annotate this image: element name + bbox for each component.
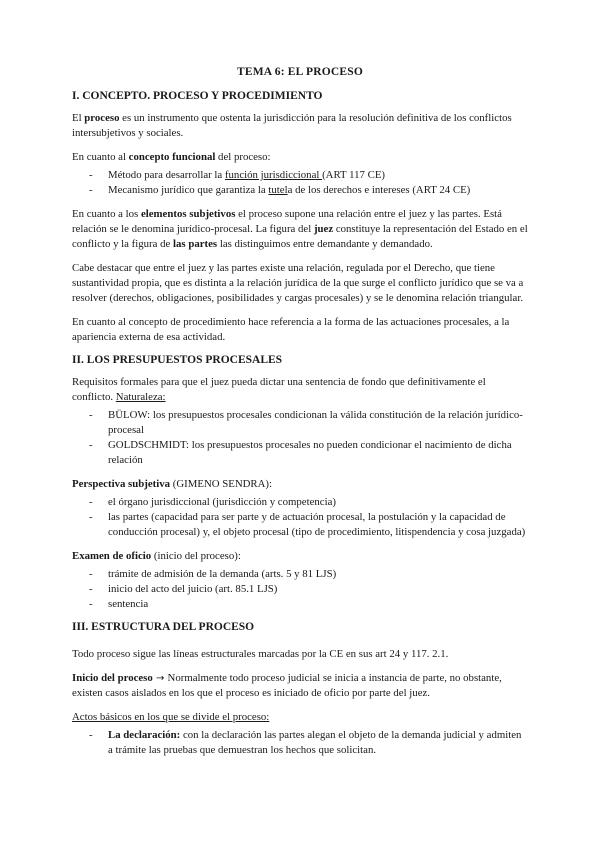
list-perspectiva-subjetiva (72, 495, 528, 540)
list-item: - el órgano jurisdiccional (jurisdicción y competencia) (72, 495, 528, 510)
list-concepto-funcional (72, 168, 528, 198)
paragraph-actos-basicos: Actos básicos en los que se divide el proceso: (72, 711, 270, 723)
document-page (72, 66, 528, 767)
arrow-right-icon: → (152, 673, 168, 684)
paragraph-inicio-proceso: Inicio del proceso → Normalmente todo proceso judicial se inicia a instancia de parte, no obstante, existen casos aislados en los que el proceso es iniciado de oficio por parte del juez. (72, 672, 502, 699)
list-item: - inicio del acto del juicio (art. 85.1 LJS) (72, 582, 528, 597)
list-item: - Método para desarrollar la función jurisdiccional (ART 117 CE) (72, 168, 528, 183)
list-item: - trámite de admisión de la demanda (arts. 5 y 81 LJS) (72, 567, 528, 582)
list-item: - sentencia (72, 597, 528, 612)
document-title: TEMA 6: EL PROCESO (237, 66, 363, 78)
paragraph-requisitos: Requisitos formales para que el juez pueda dictar una sentencia de fondo que definitivamente el conflicto. Naturaleza: (72, 376, 486, 403)
paragraph-lineas-estructurales: Todo proceso sigue las líneas estructurales marcadas por la CE en sus art 24 y 117. 2.1. (72, 648, 449, 660)
paragraph-perspectiva-subjetiva: Perspectiva subjetiva (GIMENO SENDRA): (72, 478, 273, 490)
paragraph-definition: El proceso es un instrumento que ostenta la jurisdicción para la resolución definitiva de los conflictos intersubjetivos y sociales. (72, 112, 512, 139)
list-actos-basicos (72, 728, 528, 758)
list-item: - Mecanismo jurídico que garantiza la tutela de los derechos e intereses (ART 24 CE) (72, 183, 528, 198)
paragraph-examen-oficio: Examen de oficio (inicio del proceso): (72, 550, 241, 562)
list-item: - las partes (capacidad para ser parte y de actuación procesal, la postulación y la capacidad de conducción procesal) y, el objeto procesal (tipo de procedimiento, litispendencia y cosa juzgada) (72, 510, 528, 540)
paragraph-procedimiento: En cuanto al concepto de procedimiento hace referencia a la forma de las actuaciones procesales, a la apariencia externa de esa actividad. (72, 316, 510, 343)
section-heading-concepto: I. CONCEPTO. PROCESO Y PROCEDIMIENTO (72, 90, 323, 102)
list-examen-oficio (72, 567, 528, 612)
section-heading-presupuestos: II. LOS PRESUPUESTOS PROCESALES (72, 354, 283, 366)
list-item: - GOLDSCHMIDT: los presupuestos procesales no pueden condicionar el nacimiento de dicha relación (72, 438, 528, 468)
section-heading-estructura: III. ESTRUCTURA DEL PROCESO (72, 621, 255, 633)
paragraph-concepto-funcional: En cuanto al concepto funcional del proceso: (72, 151, 271, 163)
list-naturaleza (72, 408, 528, 468)
list-item: - BÜLOW: los presupuestos procesales condicionan la válida constitución de la relación jurídico-procesal (72, 408, 528, 438)
paragraph-elementos-subjetivos: En cuanto a los elementos subjetivos el proceso supone una relación entre el juez y las partes. Está relación se le denomina jurídico-procesal. La figura del juez constituye la representación del Estado en el conflicto y la figura de las partes las distinguimos entre demandante y demandado. (72, 208, 528, 250)
list-item: - La declaración: con la declaración las partes alegan el objeto de la demanda judicial y admiten a trámite las pruebas que demuestran los hechos que solicitan. (72, 728, 528, 758)
paragraph-relacion-triangular: Cabe destacar que entre el juez y las partes existe una relación, regulada por el Derecho, que tiene sustantividad propia, que es distinta a la relación jurídica de la que surge el conflicto jurídico que se va a resolver (derechos, obligaciones, posibilidades y cargas procesales) y se le denomina relación triangular. (72, 262, 524, 304)
